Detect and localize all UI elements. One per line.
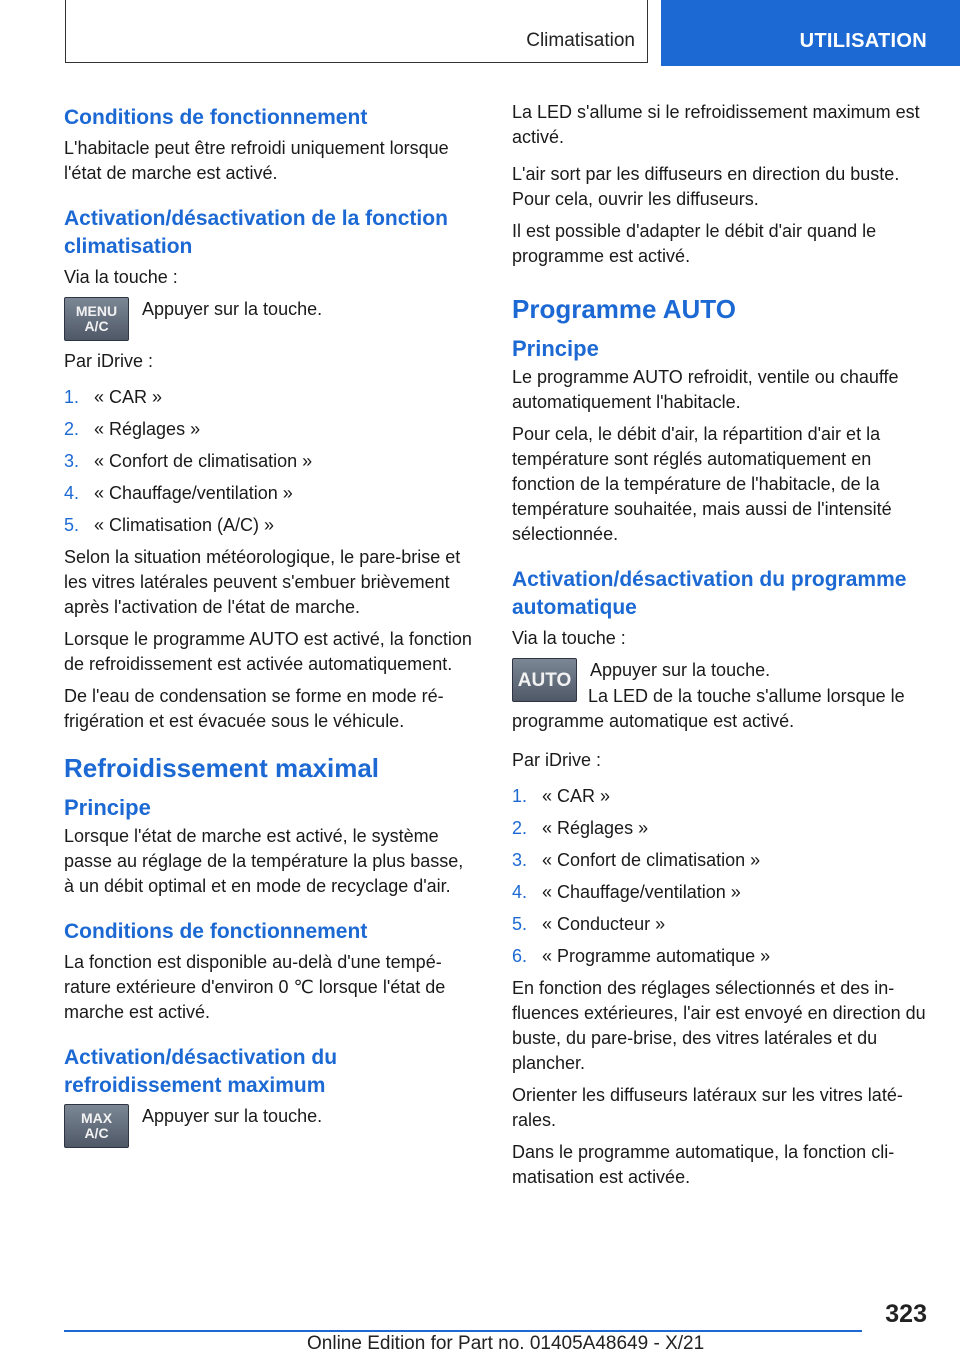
paragraph-meteo: Selon la situation météorologique, le pare-brise et les vitres latérales peuvent s'embuer brièvement après l'activation de l'état de marche. (64, 547, 461, 617)
paragraph-orienter: Orienter les diffuseurs latéraux sur les vitres latérales. (512, 1085, 903, 1130)
paragraph-led-2: La LED de la touche s'allume lorsque le programme automatique est activé. (512, 686, 905, 731)
paragraph-eau: De l'eau de condensation se forme en mode réfrigération et est évacuée sous le véhicule. (64, 686, 444, 731)
section-label: UTILISATION (799, 30, 927, 52)
page-number: 323 (885, 1300, 927, 1328)
list-item: 5. « Climatisation (A/C) » (64, 515, 275, 535)
paragraph-principe-left: Lorsque l'état de marche est activé, le système passe au réglage de la température la plus basse, à un débit optimal et en mode de recyclage d'air. (64, 826, 464, 896)
paragraph-principe-2: Pour cela, le débit d'air, la répartition d'air et la température sont réglés automatiquement en fonction de la température de l'habitacle, de la température souhaitée, mais aussi de l'intensité sélectionnée. (512, 424, 892, 544)
heading-conditions-2: Conditions de fonctionnement (64, 920, 368, 943)
paragraph-dans: Dans le programme automatique, la fonction climatisation est activée. (512, 1142, 895, 1187)
paragraph-air: L'air sort par les diffuseurs en direction du buste. Pour cela, ouvrir les diffuseurs. (512, 164, 900, 209)
heading-refroidissement: Refroidissement maximal (64, 753, 380, 783)
via-touche-right: Via la touche : (512, 628, 626, 648)
heading-activation-auto: Activation/désactivation du programme automatique (512, 568, 907, 619)
par-idrive-right: Par iDrive : (512, 750, 602, 770)
idrive-list-right (512, 780, 932, 972)
header-box (65, 0, 648, 63)
list-item: 5. « Conducteur » (512, 914, 666, 934)
par-idrive-left: Par iDrive : (64, 351, 154, 371)
paragraph-conditions-2: La fonction est disponible au-delà d'une température extérieure d'environ 0 ℃ lorsque l'état de marche est activé. (64, 952, 446, 1022)
press-instruction-3: Appuyer sur la touche. (590, 660, 771, 680)
footer-edition: Online Edition for Part no. 01405A48649 - X/21 (307, 1333, 705, 1354)
heading-principe-left: Principe (64, 795, 151, 820)
heading-principe-right: Principe (512, 336, 599, 361)
press-instruction-2: Appuyer sur la touche. (142, 1106, 323, 1126)
list-item: 3. « Confort de climatisation » (64, 451, 313, 471)
paragraph-led: La LED s'allume si le refroidissement maximum est activé. (512, 102, 920, 147)
paragraph-debit: Il est possible d'adapter le débit d'air quand le programme est activé. (512, 221, 877, 266)
paragraph-fonction: En fonction des réglages sélectionnés et des influences extérieures, l'air est envoyé en direction du buste, du pare-brise, des vitres latérales et du plancher. (512, 978, 926, 1073)
idrive-list-left (64, 381, 478, 541)
max-ac-button-icon: MAX A/C (64, 1104, 129, 1148)
paragraph-conditions-1: L'habitacle peut être refroidi uniquement lorsque l'état de marche est activé. (64, 138, 449, 183)
list-item: 3. « Confort de climatisation » (512, 850, 761, 870)
section-tab (661, 0, 960, 66)
list-item: 4. « Chauffage/ventilation » (64, 483, 293, 503)
heading-activation-max: Activation/désactivation du refroidissement maximum (64, 1046, 338, 1097)
list-item: 2. « Réglages » (64, 419, 201, 439)
list-item: 1. « CAR » (64, 387, 163, 407)
auto-button-icon: AUTO (512, 658, 577, 702)
press-instruction-1: Appuyer sur la touche. (142, 299, 323, 319)
menu-ac-row (64, 297, 478, 341)
left-column (64, 100, 478, 1156)
list-item: 2. « Réglages » (512, 818, 649, 838)
right-column (512, 100, 932, 1197)
list-item: 6. « Programme automatique » (512, 946, 771, 966)
heading-programme-auto: Programme AUTO (512, 294, 736, 324)
max-ac-row (64, 1104, 478, 1148)
footer-divider (64, 1330, 862, 1332)
list-item: 4. « Chauffage/ventilation » (512, 882, 741, 902)
list-item: 1. « CAR » (512, 786, 611, 806)
heading-activation-clim: Activation/désactivation de la fonction climatisation (64, 207, 448, 258)
menu-ac-button-icon: MENU A/C (64, 297, 129, 341)
paragraph-principe-1: Le programme AUTO refroidit, ventile ou chauffe automatiquement l'habitacle. (512, 367, 899, 412)
via-touche-left: Via la touche : (64, 267, 178, 287)
heading-conditions-1: Conditions de fonctionnement (64, 106, 368, 129)
chapter-title: Climatisation (526, 30, 635, 51)
paragraph-auto: Lorsque le programme AUTO est activé, la fonction de refroidissement est activée automatiquement. (64, 629, 472, 674)
